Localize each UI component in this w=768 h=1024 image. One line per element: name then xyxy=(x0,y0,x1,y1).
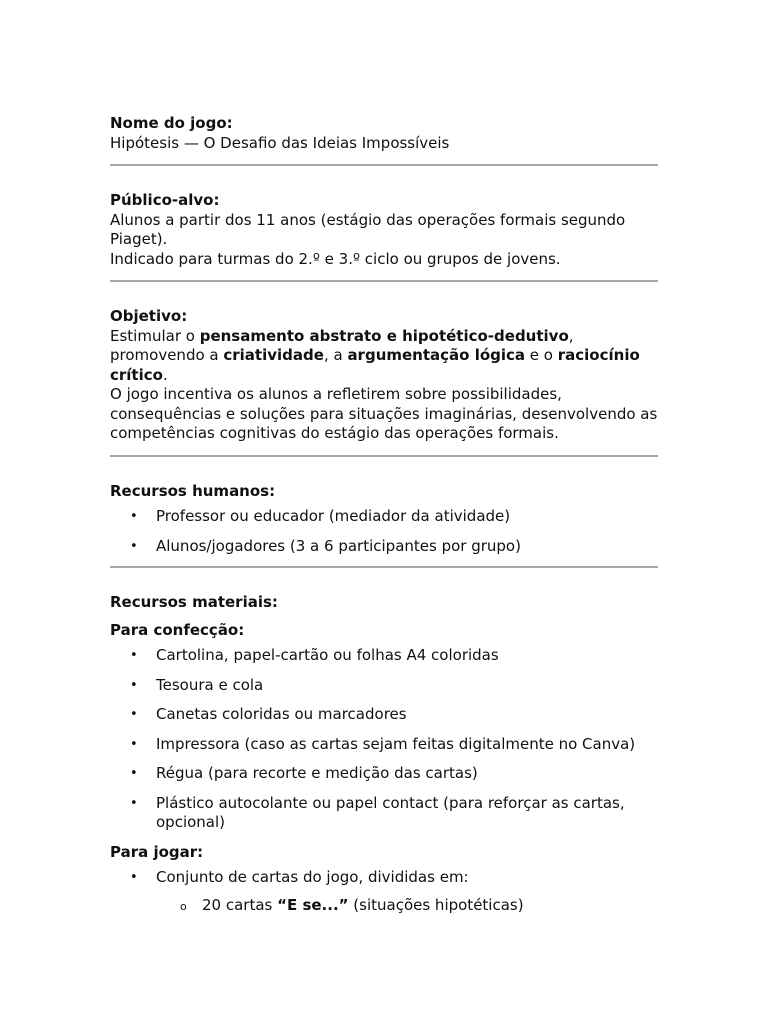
list-item-text: Alunos/jogadores (3 a 6 participantes por grupo) xyxy=(156,536,521,555)
list-item xyxy=(110,868,658,915)
bullet-icon: • xyxy=(130,509,138,524)
sub-item-bold: “E se...” xyxy=(277,895,349,914)
objetivo-text: e o xyxy=(525,346,558,364)
list-item xyxy=(110,735,658,755)
objetivo-label: Objetivo: xyxy=(110,307,188,325)
list-item-text: Tesoura e cola xyxy=(156,675,264,694)
objetivo-bold: argumentação lógica xyxy=(347,346,526,364)
objetivo-text: , a xyxy=(323,346,348,364)
bullet-icon: • xyxy=(130,736,138,752)
document-page xyxy=(110,114,658,925)
objetivo-bold: raciocínio crítico xyxy=(110,346,640,384)
list-item-text: Régua (para recorte e medição das cartas) xyxy=(156,764,478,782)
sub-item-text: 20 cartas xyxy=(202,895,278,914)
list-item-text: Cartolina, papel-cartão ou folhas A4 coloridas xyxy=(156,646,499,664)
list-item-text: Conjunto de cartas do jogo, divididas em: xyxy=(156,868,469,886)
list-item xyxy=(110,537,658,557)
confeccao-list xyxy=(110,646,658,833)
circle-bullet-icon: o xyxy=(180,899,187,913)
bullet-icon: • xyxy=(130,870,138,885)
nome-label: Nome do jogo: xyxy=(110,114,233,132)
list-item-text: Plástico autocolante ou papel contact (para reforçar as cartas, opcional) xyxy=(156,793,625,831)
bullet-icon: • xyxy=(130,795,138,811)
jogar-label: Para jogar: xyxy=(110,842,204,861)
objetivo-bold: criatividade xyxy=(223,346,324,364)
objetivo-text: , promovendo a xyxy=(110,326,574,364)
confeccao-label: Para confecção: xyxy=(110,620,245,639)
recursos-humanos-list xyxy=(110,507,658,556)
list-item xyxy=(110,507,658,527)
publico-label: Público-alvo: xyxy=(110,191,220,209)
objetivo-paragraph-1 xyxy=(110,327,658,386)
publico-line-2: Indicado para turmas do 2.º e 3.º ciclo ou grupos de jovens. xyxy=(110,249,561,268)
jogar-list xyxy=(110,868,658,915)
bullet-icon: • xyxy=(130,648,138,663)
sub-list-item xyxy=(156,896,658,916)
list-item-text: Professor ou educador (mediador da atividade) xyxy=(156,507,511,525)
list-item xyxy=(110,676,658,696)
jogar-sub-list xyxy=(156,896,658,916)
section-divider xyxy=(110,164,658,166)
publico-line-1: Alunos a partir dos 11 anos (estágio das operações formais segundo Piaget). xyxy=(110,210,626,248)
section-divider xyxy=(110,566,658,568)
list-item-text: Impressora (caso as cartas sejam feitas digitalmente no Canva) xyxy=(156,734,636,753)
bullet-icon: • xyxy=(130,538,138,554)
section-divider xyxy=(110,455,658,457)
nome-value: Hipótesis — O Desafio das Ideias Impossíveis xyxy=(110,133,450,152)
list-item xyxy=(110,705,658,725)
recursos-materiais-label: Recursos materiais: xyxy=(110,593,278,611)
sub-item-text: (situações hipotéticas) xyxy=(348,895,524,914)
objetivo-text: . xyxy=(162,365,168,384)
bullet-icon: • xyxy=(130,677,138,693)
list-item-text: Canetas coloridas ou marcadores xyxy=(156,705,407,723)
objetivo-bold: pensamento abstrato e hipotético-dedutivo xyxy=(199,326,569,345)
objetivo-paragraph-2: O jogo incentiva os alunos a refletirem sobre possibilidades, consequências e soluções para situações imaginárias, desenvolvendo as competências cognitivas do estágio das operações formais. xyxy=(110,385,658,442)
bullet-icon: • xyxy=(130,766,138,781)
bullet-icon: • xyxy=(130,707,138,722)
objetivo-text: Estimular o xyxy=(110,326,200,345)
recursos-humanos-label: Recursos humanos: xyxy=(110,481,276,500)
list-item xyxy=(110,794,658,833)
section-divider xyxy=(110,280,658,282)
list-item xyxy=(110,764,658,784)
list-item xyxy=(110,646,658,666)
